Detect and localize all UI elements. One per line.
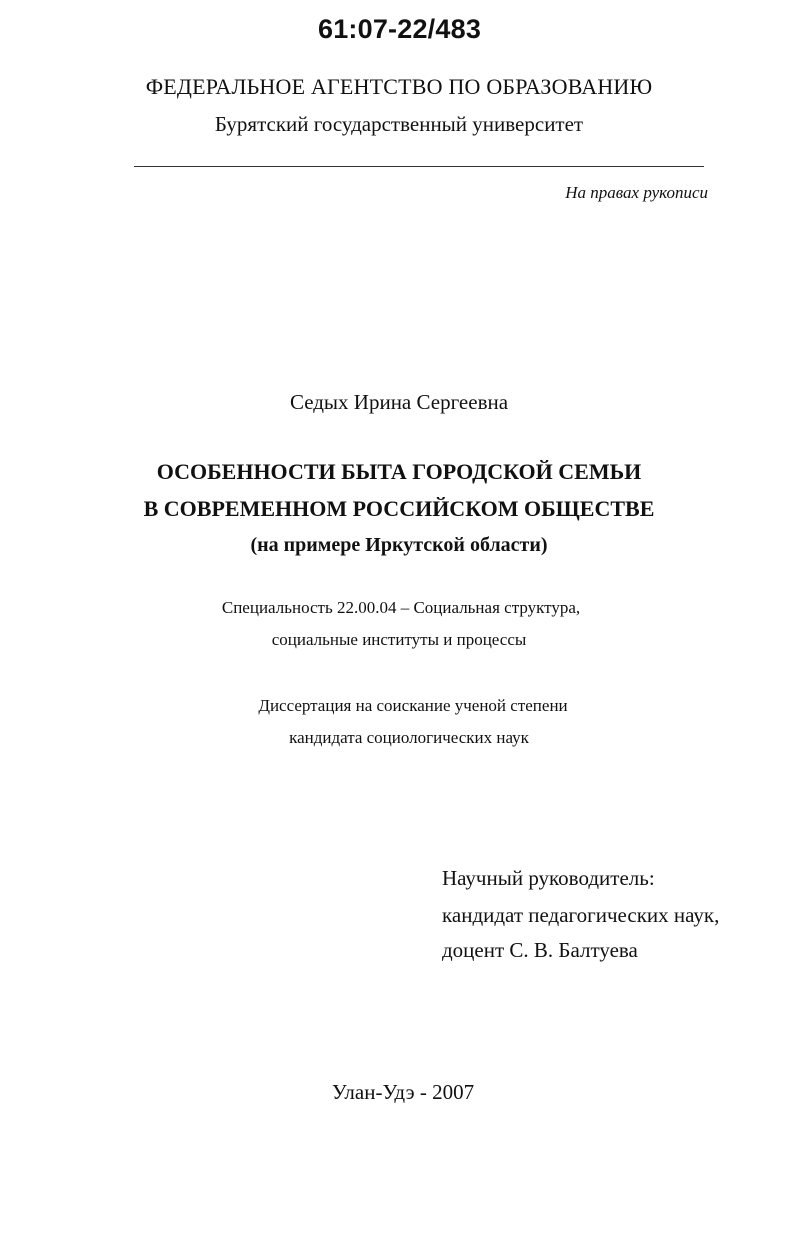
thesis-subtitle: (на примере Иркутской области) — [250, 534, 548, 556]
specialty-line-1: Специальность 22.00.04 – Социальная структура, — [221, 598, 581, 617]
specialty-line-2: социальные институты и процессы — [271, 630, 527, 649]
supervisor-label: Научный руководитель: — [442, 866, 655, 890]
thesis-title-line-1: ОСОБЕННОСТИ БЫТА ГОРОДСКОЙ СЕМЬИ — [156, 459, 642, 484]
university-name: Бурятский государственный университет — [214, 112, 584, 136]
supervisor-name: доцент С. В. Балтуева — [442, 938, 638, 962]
thesis-title-line-2: В СОВРЕМЕННОМ РОССИЙСКОМ ОБЩЕСТВЕ — [143, 496, 655, 521]
place-and-year: Улан-Удэ - 2007 — [331, 1080, 475, 1104]
header-divider — [134, 166, 704, 167]
degree-line-1: Диссертация на соискание ученой степени — [258, 696, 568, 715]
catalog-number: 61:07-22/483 — [318, 14, 482, 44]
author-name: Седых Ирина Сергеевна — [289, 390, 509, 414]
agency-name: ФЕДЕРАЛЬНОЕ АГЕНТСТВО ПО ОБРАЗОВАНИЮ — [145, 74, 653, 99]
degree-line-2: кандидата социологических наук — [289, 728, 529, 747]
manuscript-note: На правах рукописи — [565, 183, 708, 202]
supervisor-title: кандидат педагогических наук, — [442, 903, 720, 927]
